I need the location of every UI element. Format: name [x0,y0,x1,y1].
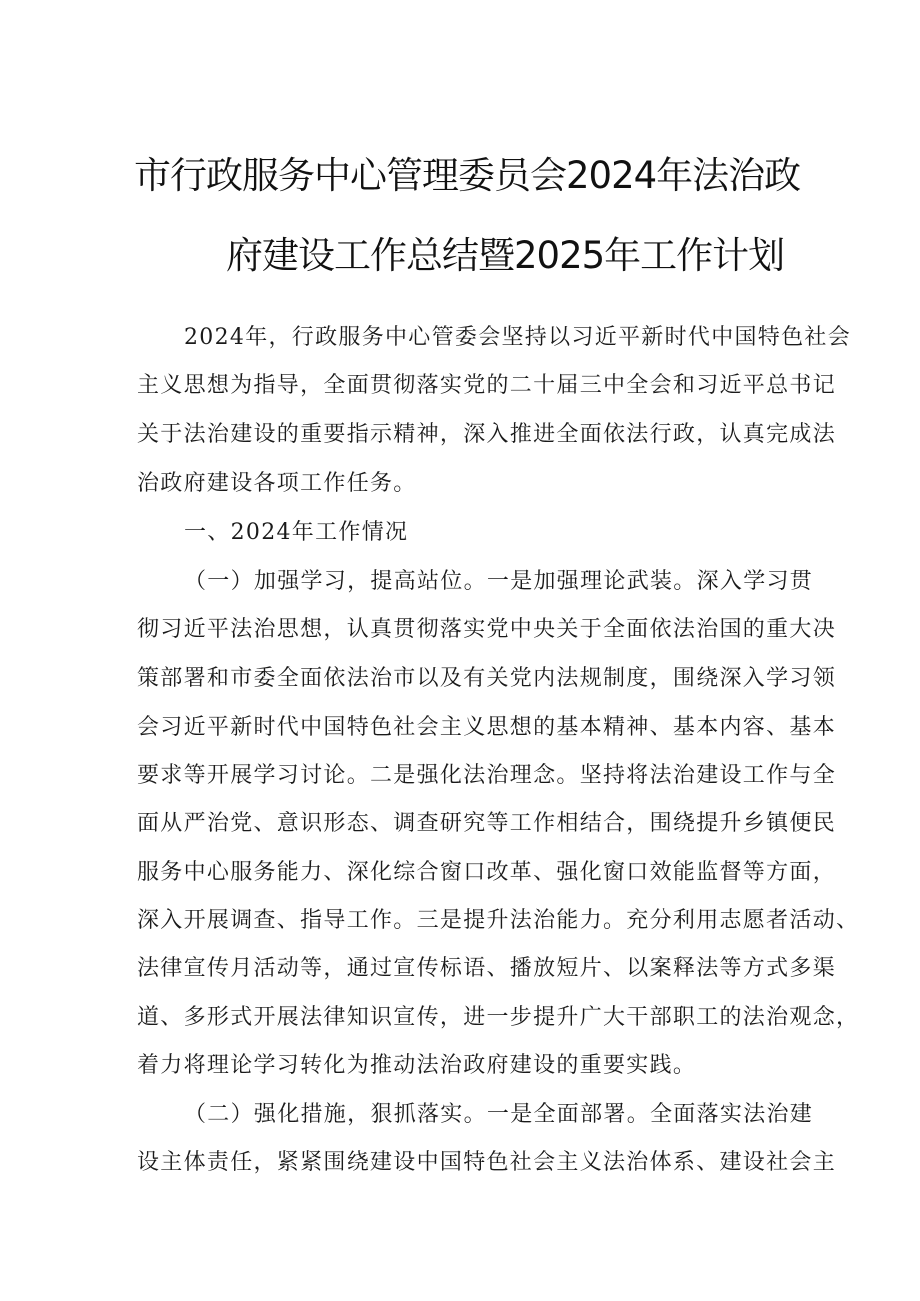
paragraph-line: 着力将理论学习转化为推动法治政府建设的重要实践。 [137,1053,697,1078]
paragraph-line: 道、多形式开展法律知识宣传，进一步提升广大干部职工的法治观念， [137,1005,860,1030]
paragraph-line: 深入开展调查、指导工作。三是提升法治能力。充分利用志愿者活动、 [137,908,860,933]
paragraph-line: 服务中心服务能力、深化综合窗口改革、强化窗口效能监督等方面， [137,860,837,885]
paragraph-line: 主义思想为指导，全面贯彻落实党的二十届三中全会和习近平总书记 [137,373,837,398]
paragraph-line: 要求等开展学习讨论。二是强化法治理念。坚持将法治建设工作与全 [137,763,837,788]
paragraph-line: （一）加强学习，提高站位。一是加强理论武装。深入学习贯 [184,569,814,594]
paragraph-line: 彻习近平法治思想，认真贯彻落实党中央关于全面依法治国的重大决 [137,617,837,642]
paragraph-line: 法律宣传月活动等，通过宣传标语、播放短片、以案释法等方式多渠 [137,956,837,981]
document-title-line-2: 府建设工作总结暨2025年工作计划 [226,234,785,277]
paragraph-line: （二）强化措施，狠抓落实。一是全面部署。全面落实法治建 [184,1102,814,1127]
paragraph-line: 面从严治党、意识形态、调查研究等工作相结合，围绕提升乡镇便民 [137,811,837,836]
paragraph-line: 治政府建设各项工作任务。 [137,471,417,496]
paragraph-line: 策部署和市委全面依法治市以及有关党内法规制度，围绕深入学习领 [137,666,837,691]
paragraph-line: 会习近平新时代中国特色社会主义思想的基本精神、基本内容、基本 [137,715,837,740]
paragraph-line: 2024年，行政服务中心管委会坚持以习近平新时代中国特色社会 [184,325,851,350]
section-heading: 一、2024年工作情况 [184,520,409,545]
paragraph-line: 设主体责任，紧紧围绕建设中国特色社会主义法治体系、建设社会主 [137,1150,837,1175]
paragraph-line: 关于法治建设的重要指示精神，深入推进全面依法行政，认真完成法 [137,422,837,447]
document-title-line-1: 市行政服务中心管理委员会2024年法治政 [134,154,801,197]
